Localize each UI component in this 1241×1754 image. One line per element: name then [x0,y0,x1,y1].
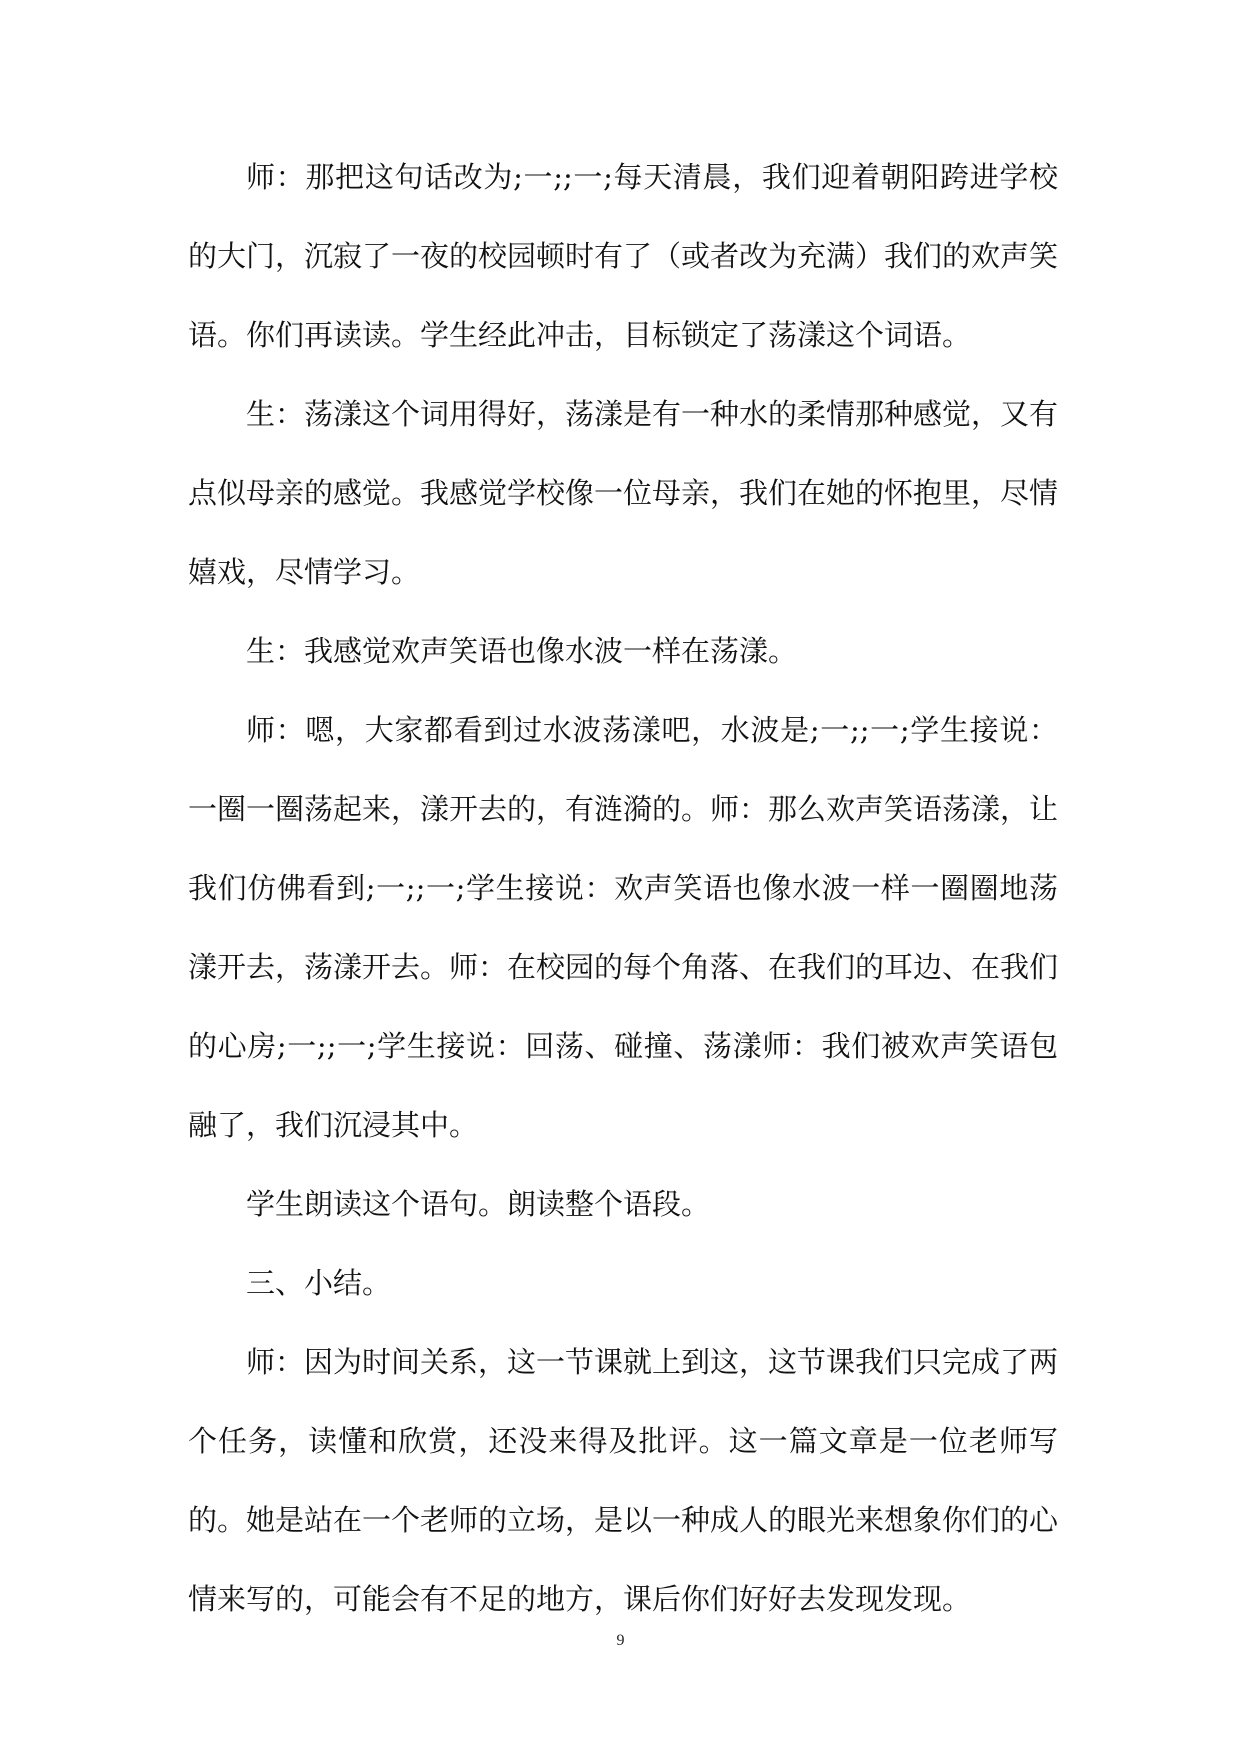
paragraph: 生：我感觉欢声笑语也像水波一样在荡漾。 [246,634,798,668]
paragraph: 学生朗读这个语句。朗读整个语段。 [246,1187,711,1221]
body-text [188,138,1058,1639]
paragraph: 师：嗯，大家都看到过水波荡漾吧，水波是;一;;一;学生接说：一圈一圈荡起来，漾开去的，有涟漪的。师：那么欢声笑语荡漾，让我们仿佛看到;一;;一;学生接说：欢声笑语也像水波一样一圈圈地荡漾开去，荡漾开去。师：在校园的每个角落、在我们的耳边、在我们的心房;一;;一;学生接说：回荡、碰撞、荡漾师：我们被欢声笑语包融了，我们沉浸其中。 [188,713,1059,1142]
paragraph: 师：因为时间关系，这一节课就上到这，这节课我们只完成了两个任务，读懂和欣赏，还没来得及批评。这一篇文章是一位老师写的。她是站在一个老师的立场，是以一种成人的眼光来想象你们的心情来写的，可能会有不足的地方，课后你们好好去发现发现。 [188,1345,1059,1616]
paragraph: 师：那把这句话改为;一;;一;每天清晨，我们迎着朝阳跨进学校的大门，沉寂了一夜的校园顿时有了（或者改为充满）我们的欢声笑语。你们再读读。学生经此冲击，目标锁定了荡漾这个词语。 [188,160,1059,352]
page-number: 9 [616,1632,625,1649]
section-heading: 三、小结。 [246,1266,392,1300]
paragraph: 生：荡漾这个词用得好，荡漾是有一种水的柔情那种感觉，又有点似母亲的感觉。我感觉学校像一位母亲，我们在她的怀抱里，尽情嬉戏，尽情学习。 [188,397,1059,589]
